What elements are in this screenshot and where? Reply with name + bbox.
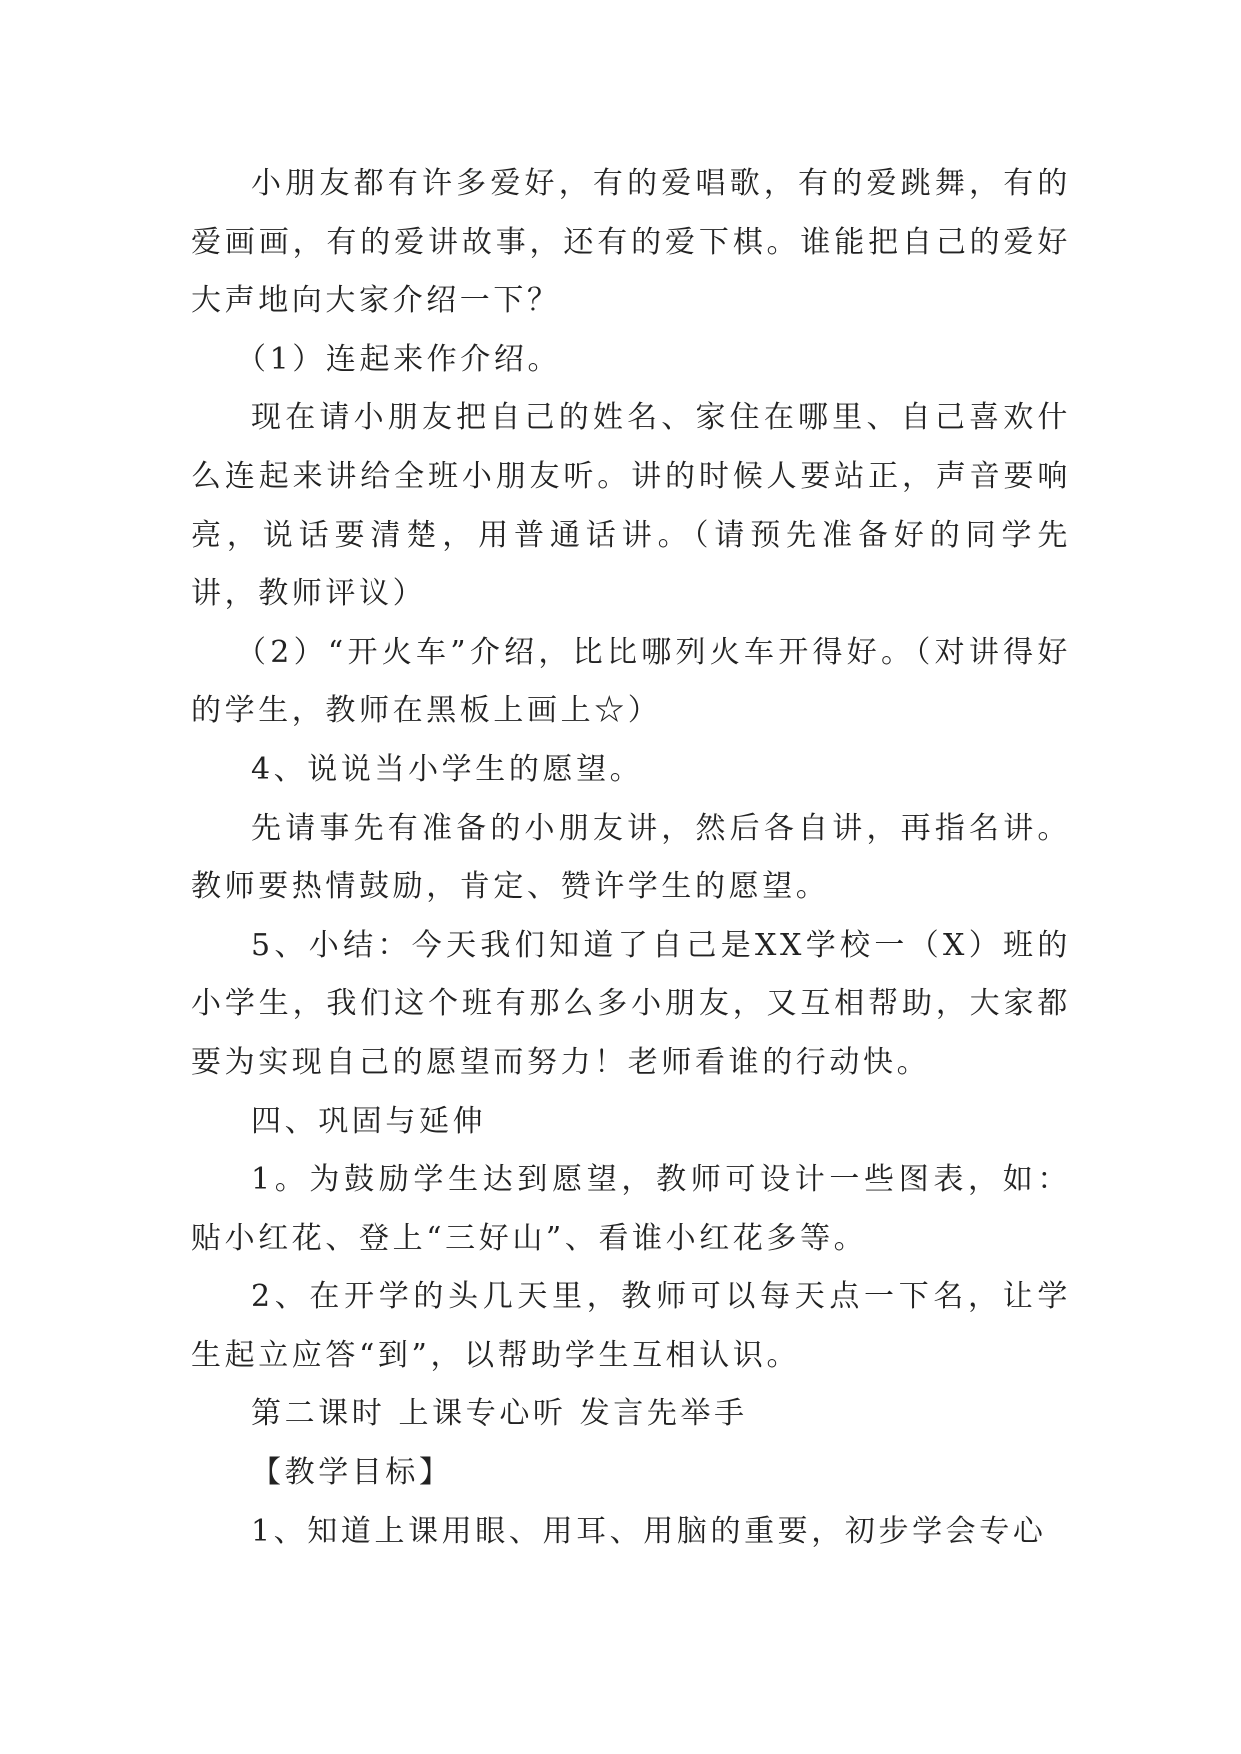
paragraph-self-introduction: 现在请小朋友把自己的姓名、家住在哪里、自己喜欢什么连起来讲给全班小朋友听。讲的时候人要站正，声音要响亮，说话要清楚，用普通话讲。（请预先准备好的同学先讲，教师评议） bbox=[191, 400, 1071, 612]
paragraph-step-2: （2）“开火车”介绍，比比哪列火车开得好。（对讲得好的学生，教师在黑板上画上☆） bbox=[191, 634, 1071, 729]
paragraph-summary: 5、小结：今天我们知道了自己是XX学校一（X）班的小学生，我们这个班有那么多小朋友，又互相帮助，大家都要为实现自己的愿望而努力！老师看谁的行动快。 bbox=[191, 927, 1071, 1080]
paragraph-wishes: 先请事先有准备的小朋友讲，然后各自讲，再指名讲。教师要热情鼓励，肯定、赞许学生的愿望。 bbox=[191, 810, 1071, 905]
section-heading-objectives: 【教学目标】 bbox=[251, 1455, 453, 1491]
paragraph-wishes-heading: 4、说说当小学生的愿望。 bbox=[251, 751, 644, 787]
paragraph-consolidation-1: 1。为鼓励学生达到愿望，教师可设计一些图表，如：贴小红花、登上“三好山”、看谁小红花多等。 bbox=[191, 1162, 1071, 1256]
paragraph-objective-1: 1、知道上课用眼、用耳、用脑的重要，初步学会专心 bbox=[251, 1513, 1047, 1549]
paragraph-step-1: （1）连起来作介绍。 bbox=[236, 341, 562, 377]
section-heading-consolidation: 四、巩固与延伸 bbox=[251, 1103, 487, 1139]
lesson-heading: 第二课时 上课专心听 发言先举手 bbox=[251, 1396, 748, 1432]
paragraph-hobbies: 小朋友都有许多爱好，有的爱唱歌，有的爱跳舞，有的爱画画，有的爱讲故事，还有的爱下棋。谁能把自己的爱好大声地向大家介绍一下？ bbox=[191, 166, 1071, 319]
paragraph-consolidation-2: 2、在开学的头几天里，教师可以每天点一下名，让学生起立应答“到”，以帮助学生互相认识。 bbox=[191, 1279, 1071, 1373]
document-body bbox=[191, 155, 1071, 1561]
